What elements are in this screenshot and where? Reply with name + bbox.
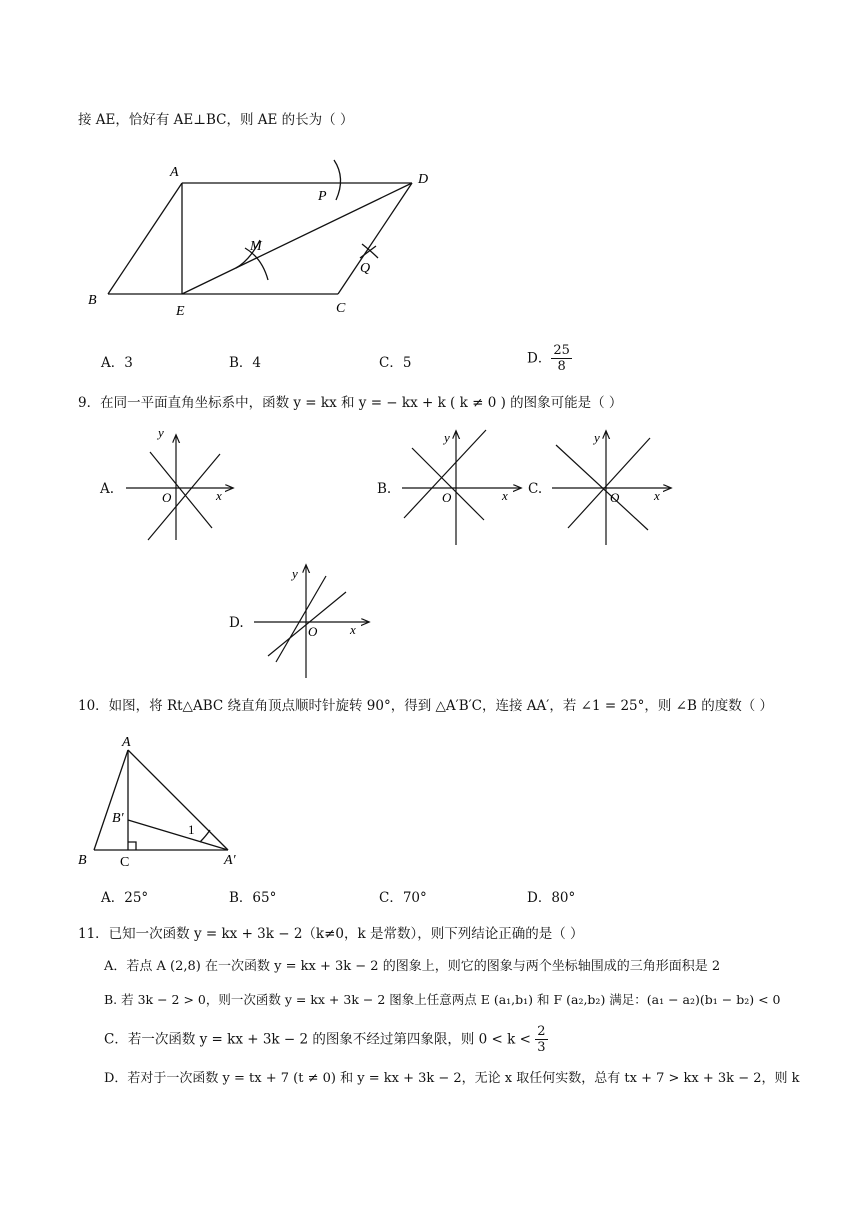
q10-stem: 10．如图，将 Rt△ABC 绕直角顶点顺时针旋转 90°，得到 △A′B′C，连接 AA′，若 ∠1 = 25°，则 ∠B 的度数（ ）: [78, 698, 773, 714]
q11-option-a[interactable]: A．若点 A (2,8) 在一次函数 y = kx + 3k − 2 的图象上，则它的图象与两个坐标轴围成的三角形面积是 2: [104, 959, 721, 974]
label-D: D: [418, 172, 429, 187]
label-Q: Q: [360, 261, 371, 276]
q8-intro: 接 AE，恰好有 AE⊥BC，则 AE 的长为（ ）: [78, 112, 354, 128]
q10-option-a[interactable]: [101, 889, 148, 907]
svg-text:y: y: [594, 430, 600, 445]
svg-text:x: x: [216, 488, 222, 503]
q10-option-c-value: 70°: [402, 890, 427, 906]
q10-option-a-letter: A．: [101, 890, 125, 906]
q11-option-b[interactable]: B. 若 3k − 2 > 0，则一次函数 y = kx + 3k − 2 图象上任意两点 E (a₁,b₁) 和 F (a₂,b₂) 满足：(a₁ − a₂)(b₁ − b₂) < 0: [104, 992, 781, 1007]
svg-text:x: x: [654, 488, 660, 503]
q8-option-d-letter: D．: [527, 350, 552, 367]
q10-option-d-letter: D．: [527, 890, 552, 906]
q9-graph-c-letter[interactable]: C.: [528, 481, 543, 497]
q10-option-d-value: 80°: [551, 890, 576, 906]
label-C: C: [336, 301, 346, 316]
q11-option-c-fraction: [535, 1024, 547, 1055]
label-M: M: [250, 239, 262, 254]
q11-option-c-den: 3: [537, 1040, 546, 1055]
label-B: B: [88, 293, 97, 308]
svg-text:A: A: [122, 735, 131, 750]
q10-option-b-letter: B．: [229, 890, 253, 906]
q10-option-a-value: 25°: [124, 890, 149, 906]
q8-option-b-value: 4: [252, 355, 262, 371]
svg-text:C: C: [120, 855, 130, 870]
q8-option-c-value: 5: [402, 355, 412, 371]
q9-graph-b-letter[interactable]: B.: [377, 481, 392, 497]
label-P: P: [318, 189, 327, 204]
svg-text:1: 1: [188, 822, 195, 837]
q8-option-a-value: 3: [124, 355, 133, 371]
q8-option-b-letter: B．: [229, 355, 253, 371]
q10-option-b[interactable]: [229, 889, 276, 907]
q10-option-d[interactable]: [527, 889, 575, 907]
q10-option-c-letter: C．: [379, 890, 403, 906]
svg-text:O: O: [308, 624, 318, 639]
svg-text:x: x: [502, 488, 508, 503]
q10-option-b-value: 65°: [252, 890, 277, 906]
svg-text:A′: A′: [224, 853, 236, 868]
q9-graph-d-letter[interactable]: D.: [229, 615, 244, 631]
q8-option-d-num: 25: [553, 343, 570, 358]
label-A: A: [170, 165, 179, 180]
label-E: E: [176, 304, 185, 319]
q11-option-c-text: C．若一次函数 y = kx + 3k − 2 的图象不经过第四象限，则 0 < k <: [104, 1031, 531, 1048]
q8-option-a-letter: A．: [101, 355, 125, 371]
svg-text:x: x: [350, 622, 356, 637]
q9-graph-a-letter[interactable]: A.: [100, 481, 115, 497]
q11-option-c[interactable]: [104, 1024, 548, 1055]
svg-text:B: B: [78, 853, 87, 868]
svg-text:O: O: [442, 490, 452, 505]
svg-text:O: O: [610, 490, 620, 505]
svg-text:y: y: [444, 430, 450, 445]
svg-text:y: y: [292, 566, 298, 581]
q11-option-d[interactable]: D．若对于一次函数 y = tx + 7 (t ≠ 0) 和 y = kx + 3k − 2，无论 x 取任何实数，总有 tx + 7 > kx + 3k − 2，则 k: [104, 1071, 800, 1086]
q8-option-d-den: 8: [557, 359, 566, 374]
svg-text:B′: B′: [112, 811, 124, 826]
q9-stem: 9．在同一平面直角坐标系中，函数 y = kx 和 y = − kx + k ( k ≠ 0 ) 的图象可能是（ ）: [78, 395, 623, 411]
svg-text:O: O: [162, 490, 172, 505]
q11-option-c-num: 2: [537, 1024, 546, 1039]
q8-option-c-letter: C．: [379, 355, 403, 371]
q10-option-c[interactable]: [379, 889, 427, 907]
q11-stem: 11．已知一次函数 y = kx + 3k − 2（k≠0，k 是常数），则下列结论正确的是（ ）: [78, 926, 584, 942]
svg-text:y: y: [158, 425, 164, 440]
